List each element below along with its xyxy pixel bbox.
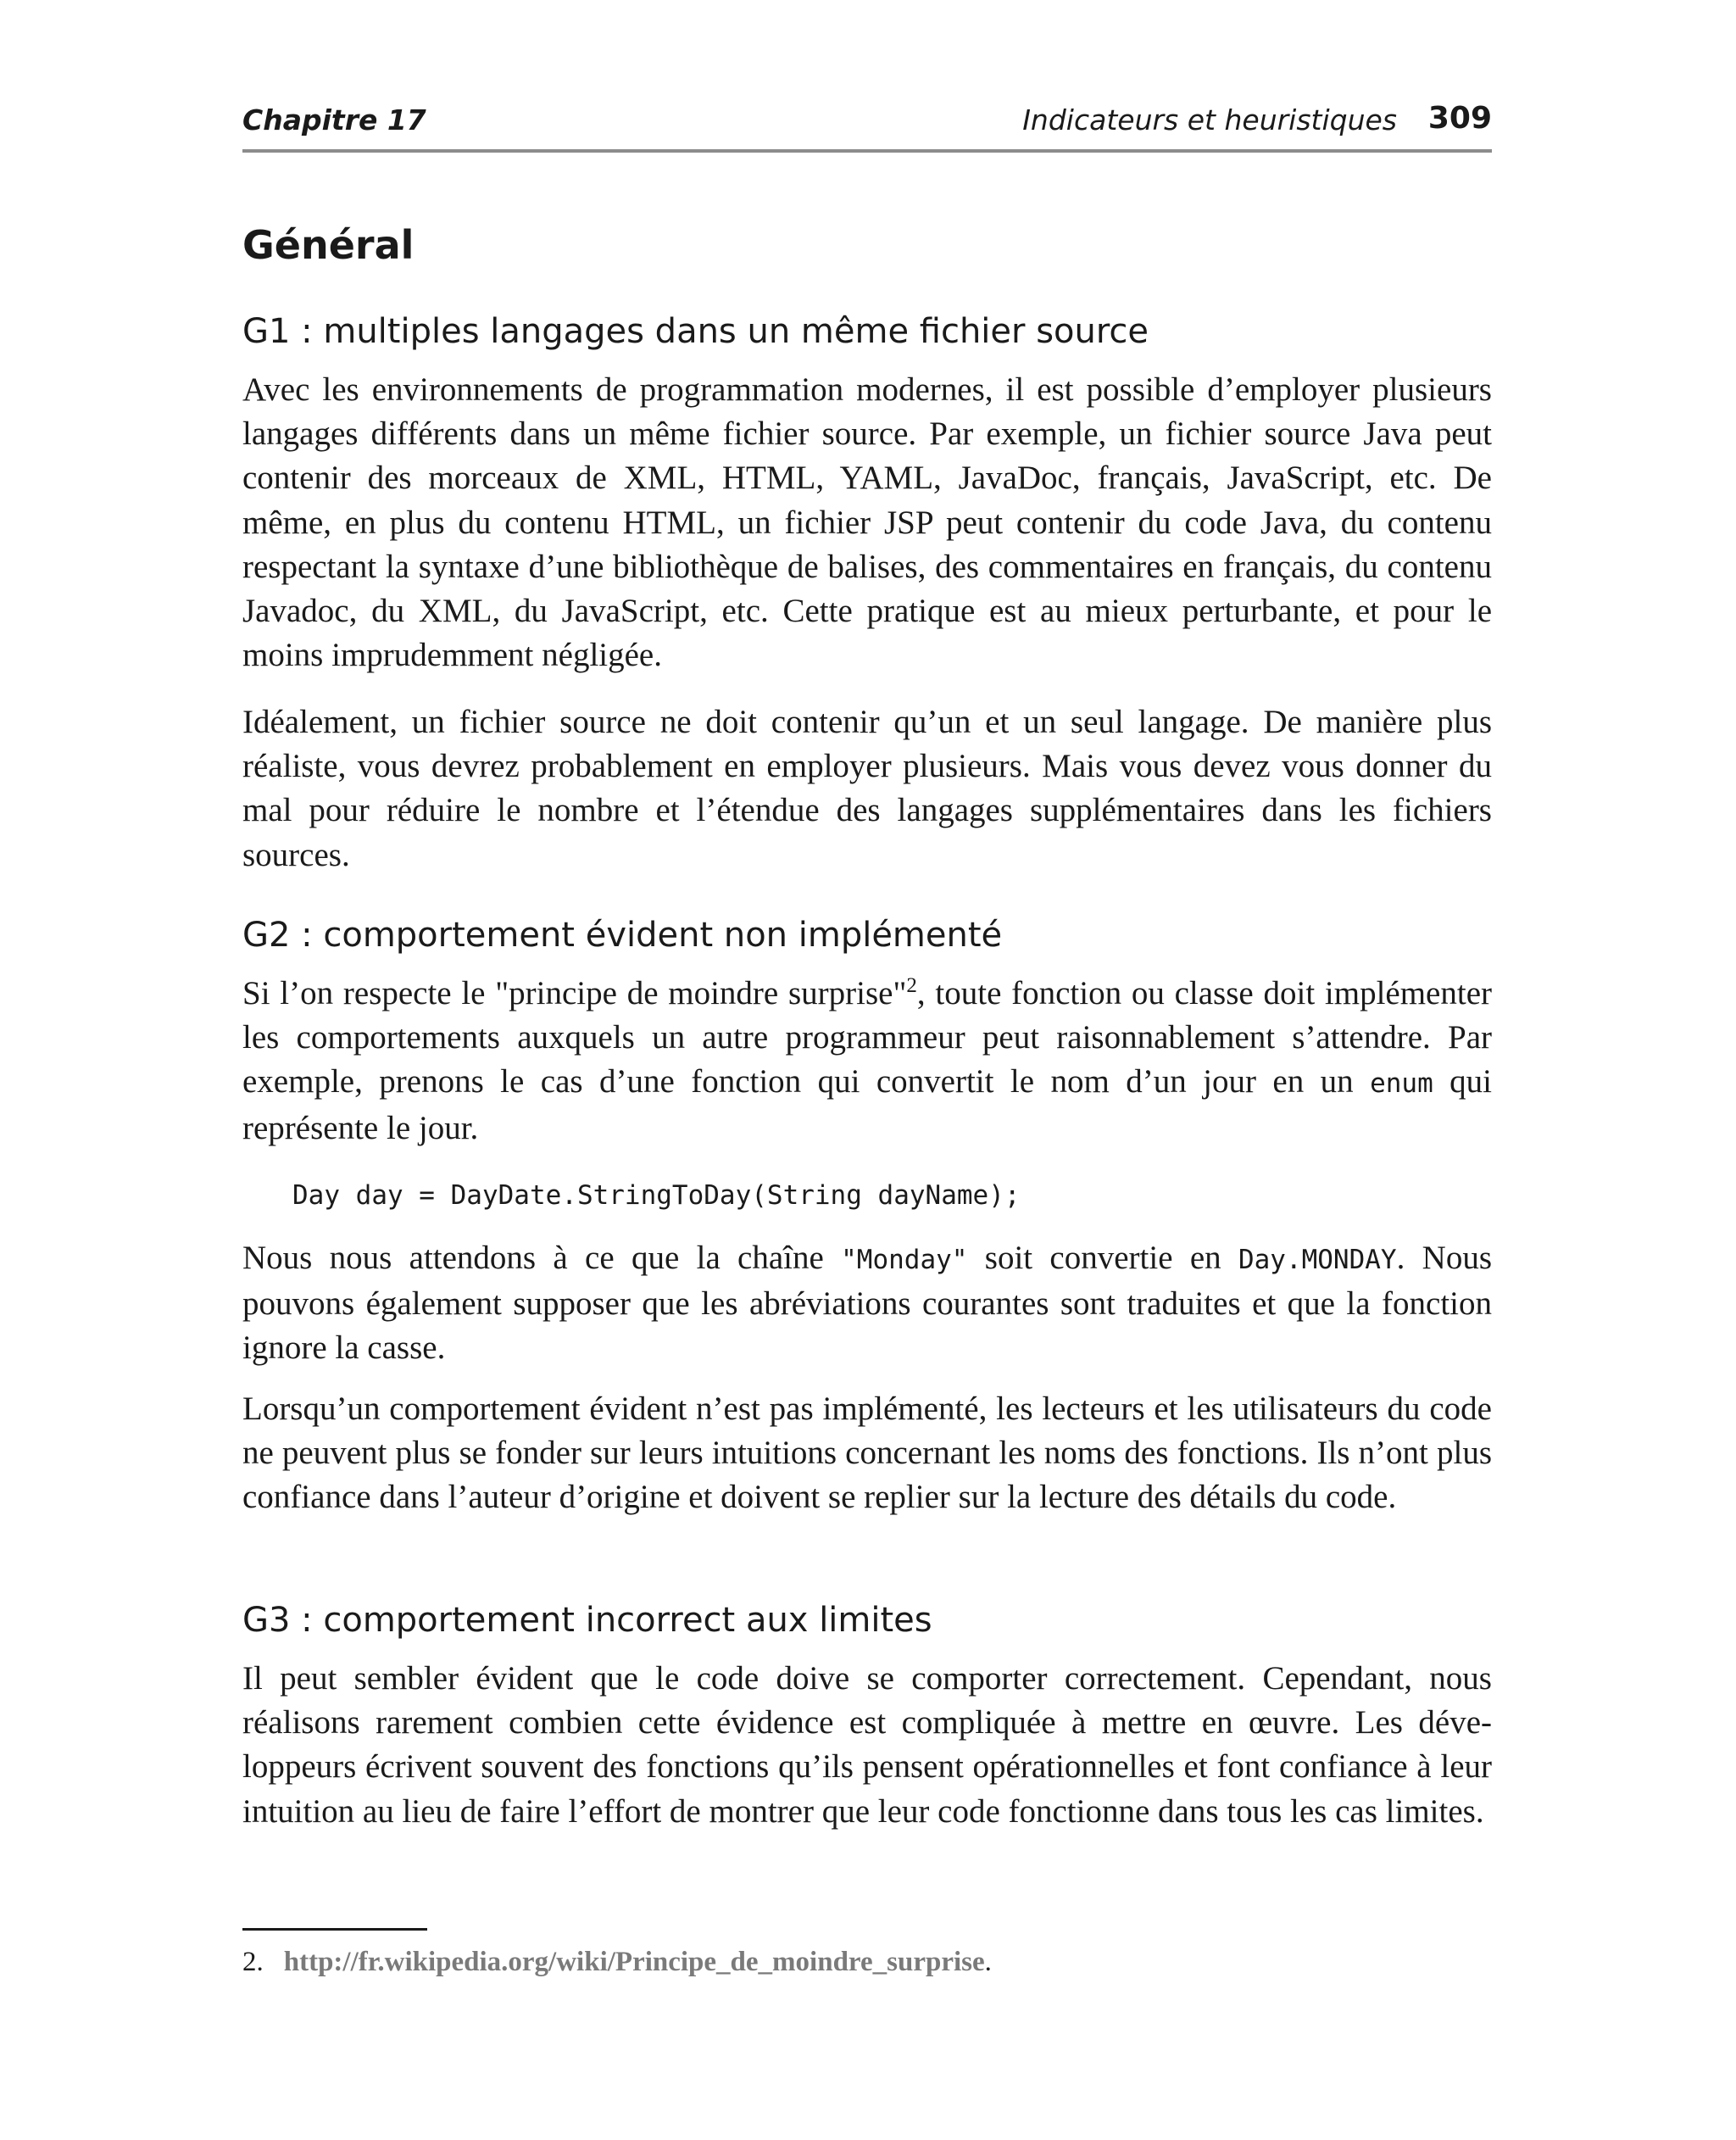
footnote-number: 2.	[242, 1947, 264, 1977]
g2-p2-text-a: Nous nous attendons à ce que la chaîne	[242, 1240, 842, 1276]
footnote	[242, 1947, 992, 1978]
heading-g1: G1 : multiples langages dans un même fichier source	[242, 312, 1149, 351]
footnote-trailing: .	[984, 1947, 992, 1977]
footnote-ref: 2	[906, 974, 917, 997]
g2-text-c: qui représente le jour.	[242, 1063, 1492, 1146]
inline-code-day-monday: Day.MONDAY	[1238, 1245, 1397, 1275]
paragraph-g2-3: Lorsqu’un comportement évident n’est pas implémenté, les lecteurs et les utilisateurs du code ne peuvent plus se fonder sur leurs intuitions concernant les noms des fonctions. Ils n’ont plus confiance dans l’auteur d’origine et doivent se replier sur la lecture des détails du code.	[242, 1390, 1492, 1516]
g2-p2-text-c: . Nous pouvons également supposer que les abréviations courantes sont traduites et que la fonction ignore la casse.	[242, 1240, 1492, 1367]
chapter-label: Chapitre 17	[242, 103, 426, 137]
heading-g3: G3 : comportement incorrect aux limites	[242, 1601, 932, 1640]
chapter-title: Indicateurs et heuristiques	[1022, 103, 1397, 137]
code-example: Day day = DayDate.StringToDay(String dayName);	[292, 1180, 1021, 1211]
page-number: 309	[1427, 101, 1492, 136]
paragraph-g1-1: Avec les environnements de programmation modernes, il est possible d’employer plusieurs langages différents dans un même fichier source. Par exemple, un fichier source Java peut contenir des morceaux de XML, HTML, YAML, JavaDoc, français, JavaScript, etc. De même, en plus du contenu HTML, un fichier JSP peut contenir du code Java, du contenu respectant la syntaxe d’une bibliothèque de balises, des commentaires en français, du contenu Javadoc, du XML, du JavaScript, etc. Cette pratique est au mieux perturbante, et pour le moins imprudemment négligée.	[242, 371, 1492, 674]
g2-text-a: Si l’on respecte le "principe de moindre surprise"	[242, 975, 907, 1011]
g2-text-b: , toute fonction ou classe doit implémenter les comportements auxquels un autre programmeur peut raisonnablement s’attendre. Par exemple, prenons le cas d’une fonction qui convertit le nom d’un jour en un	[242, 975, 1492, 1101]
paragraph-g2-2	[242, 1236, 1492, 1371]
section-title: Général	[242, 222, 415, 268]
inline-code-monday: "Monday"	[841, 1245, 968, 1275]
g2-p2-text-b: soit convertie en	[967, 1240, 1238, 1276]
running-header	[242, 97, 1492, 153]
footnote-link[interactable]: http://fr.wikipedia.org/wiki/Principe_de_moindre_surprise	[283, 1947, 985, 1977]
paragraph-g1-2: Idéalement, un fichier source ne doit contenir qu’un et un seul langage. De manière plus réaliste, vous devrez probablement en employer plusieurs. Mais vous devez vous donner du mal pour réduire le nombre et l’étendue des langages supplémentaires dans les fichiers sources.	[242, 704, 1492, 873]
paragraph-g2-1	[242, 972, 1492, 1151]
footnote-divider	[242, 1928, 427, 1931]
heading-g2: G2 : comportement évident non implémenté	[242, 916, 1003, 955]
paragraph-g3-1: Il peut sembler évident que le code doive se comporter correctement. Cependant, nous réalisons rarement combien cette évidence est compliquée à mettre en œuvre. Les développeurs écrivent souvent des fonctions qu’ils pensent opérationnelles et font confiance à leur intuition au lieu de faire l’effort de montrer que leur code fonctionne dans tous les cas limites.	[242, 1660, 1492, 1830]
inline-code-enum: enum	[1370, 1068, 1433, 1100]
